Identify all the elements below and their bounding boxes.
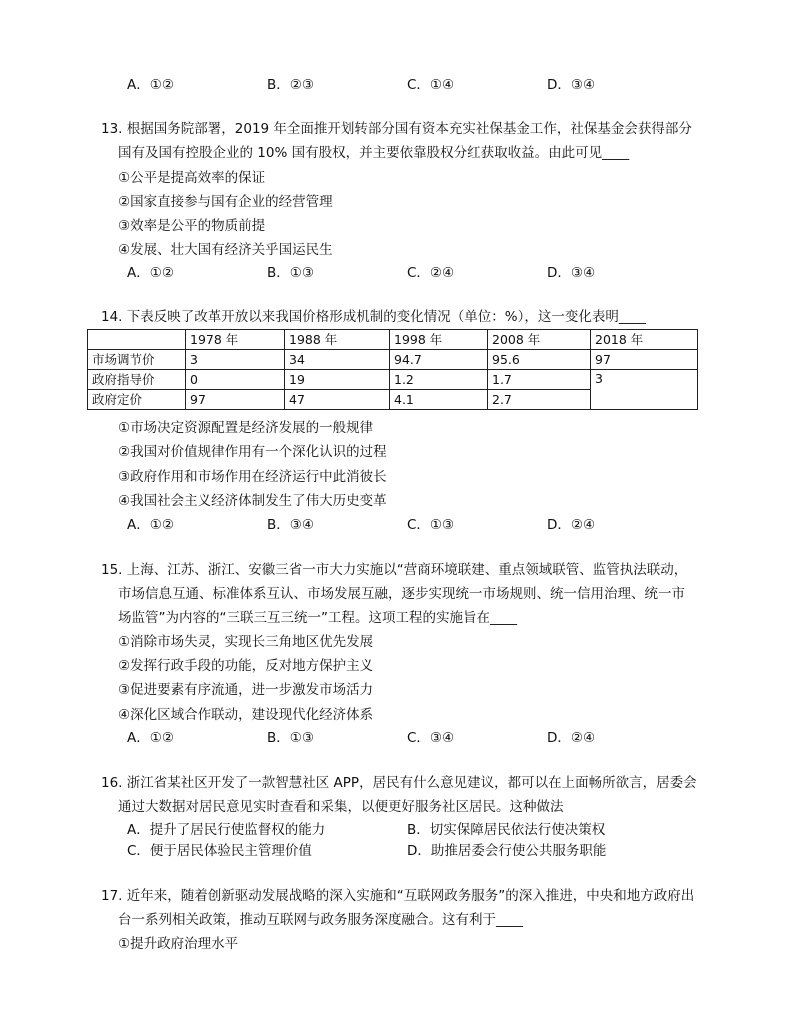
table-cell: 1.7 — [488, 370, 591, 390]
q15-stem-line-1: 15. 上海、江苏、浙江、安徽三省一市大力实施以“营商环境联建、重点领域联管、监管执法联动， — [101, 562, 688, 578]
table-cell: 47 — [285, 390, 390, 410]
q16-stem-line-1: 16. 浙江省某社区开发了一款智慧社区 APP，居民有什么意见建议，都可以在上面畅所欲言，居委会 — [101, 775, 697, 791]
table-cell: 34 — [285, 350, 390, 370]
q13-option-a: A．①② — [127, 265, 174, 281]
price-mechanism-table — [87, 329, 698, 410]
q14-item-1: ①市场决定资源配置是经济发展的一般规律 — [118, 420, 374, 436]
q16-option-c: C．便于居民体验民主管理价值 — [127, 843, 312, 859]
q14-item-2: ②我国对价值规律作用有一个深化认识的过程 — [118, 444, 387, 460]
table-header-cell — [88, 330, 186, 350]
q12-option-b: B．②③ — [267, 77, 314, 93]
q16-option-b: B．切实保障居民依法行使决策权 — [407, 822, 606, 838]
table-row-label: 市场调节价 — [88, 350, 186, 370]
q12-option-a: A．①② — [127, 77, 174, 93]
table-header-cell: 2018 年 — [591, 330, 698, 350]
q15-stem-line-3: 场监管”为内容的“三联三互三统一”工程。这项工程的实施旨在____ — [118, 610, 517, 626]
q14-option-b: B．③④ — [267, 517, 314, 533]
q13-item-2: ②国家直接参与国有企业的经营管理 — [118, 194, 333, 210]
q17-stem-line-1: 17. 近年来，随着创新驱动发展战略的深入实施和“互联网政务服务”的深入推进，中央和地方政府出 — [101, 888, 695, 904]
table-cell: 95.6 — [488, 350, 591, 370]
table-row-label: 政府定价 — [88, 390, 186, 410]
q13-option-c: C．②④ — [407, 265, 455, 281]
q14-item-4: ④我国社会主义经济体制发生了伟大历史变革 — [118, 493, 387, 509]
q13-item-4: ④发展、壮大国有经济关乎国运民生 — [118, 242, 333, 258]
table-cell: 3 — [186, 350, 285, 370]
q15-item-4: ④深化区域合作联动，建设现代化经济体系 — [118, 707, 374, 723]
q14-stem: 14. 下表反映了改革开放以来我国价格形成机制的变化情况（单位：%），这一变化表明____ — [101, 309, 646, 325]
table-row — [88, 370, 698, 390]
table-cell: 94.7 — [390, 350, 488, 370]
table-header-cell: 1988 年 — [285, 330, 390, 350]
q16-stem-line-2: 通过大数据对居民意见实时查看和采集，以便更好服务社区居民。这种做法 — [118, 799, 564, 815]
table-header-cell: 1998 年 — [390, 330, 488, 350]
q12-option-c: C．①④ — [407, 77, 455, 93]
q16-option-a: A．提升了居民行使监督权的能力 — [127, 822, 326, 838]
table-cell: 0 — [186, 370, 285, 390]
q13-option-d: D．③④ — [547, 265, 596, 281]
q13-item-1: ①公平是提高效率的保证 — [118, 170, 266, 186]
table-cell: 97 — [186, 390, 285, 410]
table-row-label: 政府指导价 — [88, 370, 186, 390]
table-cell: 1.2 — [390, 370, 488, 390]
q17-item-1: ①提升政府治理水平 — [118, 936, 239, 952]
table-cell: 97 — [591, 350, 698, 370]
table-cell: 2.7 — [488, 390, 591, 410]
q15-option-b: B．①③ — [267, 730, 314, 746]
q13-stem-line-2: 国有及国有控股企业的 10% 国有股权，并主要依靠股权分红获取收益。由此可见____ — [118, 145, 630, 161]
table-row — [88, 350, 698, 370]
q15-option-d: D．②④ — [547, 730, 596, 746]
q13-stem-line-1: 13. 根据国务院部署，2019 年全面推开划转部分国有资本充实社保基金工作，社保基金会获得部分 — [101, 121, 692, 137]
q15-option-a: A．①② — [127, 730, 174, 746]
q15-item-3: ③促进要素有序流通，进一步激发市场活力 — [118, 682, 374, 698]
table-header-cell: 2008 年 — [488, 330, 591, 350]
table-cell: 3 — [591, 370, 698, 410]
q13-item-3: ③效率是公平的物质前提 — [118, 218, 266, 234]
q12-option-d: D．③④ — [547, 77, 596, 93]
table-cell: 19 — [285, 370, 390, 390]
q15-item-1: ①消除市场失灵，实现长三角地区优先发展 — [118, 634, 374, 650]
q15-stem-line-2: 市场信息互通、标准体系互认、市场发展互融，逐步实现统一市场规则、统一信用治理、统一市 — [118, 586, 685, 602]
q14-option-d: D．②④ — [547, 517, 596, 533]
table-header-row — [88, 330, 698, 350]
table-header-cell: 1978 年 — [186, 330, 285, 350]
q15-item-2: ②发挥行政手段的功能，反对地方保护主义 — [118, 658, 374, 674]
q15-option-c: C．③④ — [407, 730, 455, 746]
q17-stem-line-2: 台一系列相关政策，推动互联网与政务服务深度融合。这有利于____ — [118, 912, 523, 928]
q14-option-c: C．①③ — [407, 517, 455, 533]
q16-option-d: D．助推居委会行使公共服务职能 — [407, 843, 607, 859]
table-cell: 4.1 — [390, 390, 488, 410]
q13-option-b: B．①③ — [267, 265, 314, 281]
q14-item-3: ③政府作用和市场作用在经济运行中此消彼长 — [118, 469, 387, 485]
q14-option-a: A．①② — [127, 517, 174, 533]
